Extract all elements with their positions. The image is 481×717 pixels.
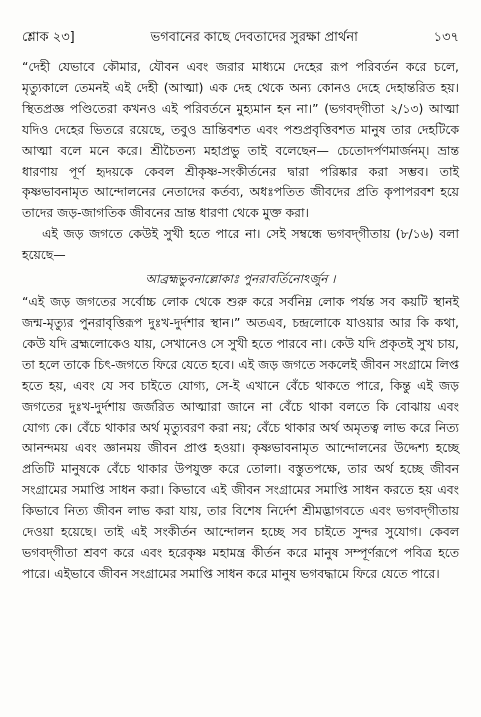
verse-reference: শ্লোক ২৩] xyxy=(22,30,75,45)
paragraph-2: এই জড় জগতে কেউই সুখী হতে পারে না। সেই সম্বন্ধে ভগবদ্‌গীতায় (৮/১৬) বলা হয়েছে— xyxy=(22,226,459,263)
page-header xyxy=(22,28,459,49)
page-number: ১৩৭ xyxy=(433,30,459,45)
paragraph-1: “দেহী যেভাবে কৌমার, যৌবন এবং জরার মাধ্যমে দেহের রূপ পরিবর্তন করে চলে, মৃত্যুকালে তেমনই এই দেহী (আত্মা) এক দেহ থেকে অন্য কোনও দেহে দেহান্তরিত হয়। স্থিতপ্রজ্ঞ পণ্ডিতেরা কখনও এই পরিবর্তনে মুহ্যমান হন না।” (ভগবদ্‌গীতা ২/১৩) আত্মা যদিও দেহের ভিতরে রয়েছে, তবুও ভ্রান্তিবশত এবং পশুপ্রবৃত্তিবশত মানুষ তার দেহটিকে আত্মা বলে মনে করে। শ্রীচৈতন্য মহাপ্রভু তাই বলেছেন— চেতোদর্পণমার্জনম্। ভ্রান্ত ধারণায় পূর্ণ হৃদয়কে কেবল শ্রীকৃষ্ণ-সংকীর্তনের দ্বারা পরিষ্কার করা সম্ভব। তাই কৃষ্ণভাবনামৃত আন্দোলনের নেতাদের কর্তব্য, অধঃপতিত জীবদের প্রতি কৃপাপরবশ হয়ে তাদের জড়-জাগতিক জীবনের ভ্রান্ত ধারণা থেকে মুক্ত করা। xyxy=(22,59,459,221)
chapter-title: ভগবানের কাছে দেবতাদের সুরক্ষা প্রার্থনা xyxy=(150,30,358,45)
paragraph-3: “এই জড় জগতের সর্বোচ্চ লোক থেকে শুরু করে সর্বনিম্ন লোক পর্যন্ত সব কয়টি স্থানই জন্ম-মৃত্যুর পুনরাবৃত্তিরূপ দুঃখ-দুর্দশার স্থান।” অতএব, চন্দ্রলোকে যাওয়ার আর কি কথা, কেউ যদি ব্রহ্মলোকেও যায়, সেখানেও সে সুখী হতে পারবে না। কেউ যদি প্রকৃতই সুখ চায়, তা হলে তাকে চিৎ-জগতে ফিরে যেতে হবে। এই জড় জগতে সকলেই জীবন সংগ্রামে লিপ্ত হতে হয়, এবং যে সব চাইতে যোগ্য, সে-ই এখানে বেঁচে থাকতে পারে, কিন্তু এই জড় জগতের দুঃখ-দুর্দশায় জর্জরিত আত্মারা জানে না বেঁচে থাকা বলতে কি বোঝায় এবং যোগ্য কে। বেঁচে থাকার অর্থ মৃত্যুবরণ করা নয়; বেঁচে থাকার অর্থ অমৃতত্ব লাভ করে নিত্য আনন্দময় এবং জ্ঞানময় জীবন প্রাপ্ত হওয়া। কৃষ্ণভাবনামৃত আন্দোলনের উদ্দেশ্য হচ্ছে প্রতিটি মানুষকে বেঁচে থাকার উপযুক্ত করে তোলা। বস্তুতপক্ষে, তার অর্থ হচ্ছে জীবন সংগ্রামের সমাপ্তি সাধন করা। কিভাবে এই জীবন সংগ্রামের সমাপ্তি সাধন করতে হয় এবং কিভাবে নিত্য জীবন লাভ করা যায়, তার বিশেষ নির্দেশ শ্রীমদ্ভাগবতে এবং ভগবদ্‌গীতায় দেওয়া হয়েছে। তাই এই সংকীর্তন আন্দোলন হচ্ছে সব চাইতে সুন্দর সুযোগ। কেবল ভগবদ্‌গীতা শ্রবণ করে এবং হরেকৃষ্ণ মহামন্ত্র কীর্তন করে মানুষ সম্পূর্ণরূপে পবিত্র হতে পারে। এইভাবে জীবন সংগ্রামের সমাপ্তি সাধন করে মানুষ ভগবদ্ধামে ফিরে যেতে পারে। xyxy=(22,294,459,581)
sanskrit-verse: আব্রহ্মভুবনাল্লোকাঃ পুনরাবর্তিনোঽর্জুন । xyxy=(145,272,336,287)
